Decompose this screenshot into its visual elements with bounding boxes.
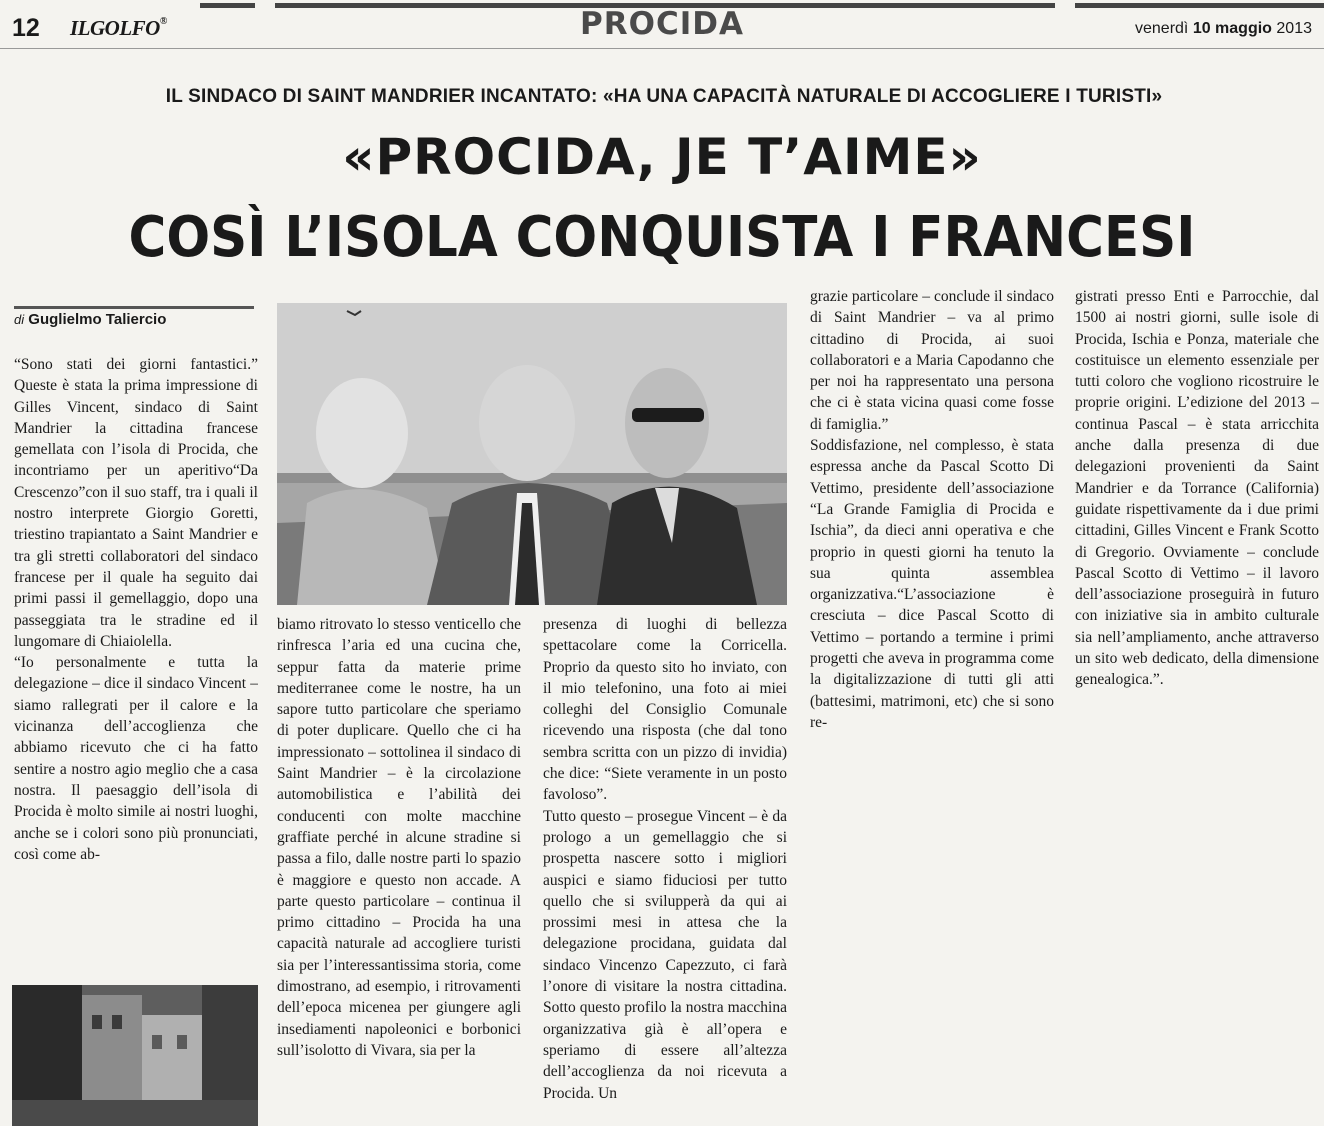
article-column-4: [810, 286, 1054, 826]
masthead-text: ILGOLFO: [70, 16, 160, 40]
paragraph: Tutto questo – prosegue Vincent – è da prologo a un gemellaggio che si prospetta nascere sotto i migliori auspici e siamo fiduciosi per tutto quello che si svilupperà da qui ai prossimi mesi in attesa che la delegazione procidana, guidata dal sindaco Vincenzo Capezzuto, ci farà l’onore di visitare la nostra cittadina. Sotto questo profilo la nostra macchina organizzativa già è all’opera e speriamo di essere all’altezza dell’accoglienza da noi ricevuta a Procida. Un: [543, 807, 787, 1102]
date-day-month: 10 maggio: [1192, 20, 1272, 37]
header-rule-right: [1075, 3, 1324, 8]
paragraph: gistrati presso Enti e Parrocchie, dal 1500 ai nostri giorni, sulle isole di Procida, Ischia e Ponza, materiale che costituisce un elemento essenziale per tutti coloro che vogliono ricostruire le proprie origini. L’edizione del 2013 – continua Pascal – è stata arricchita anche dalla presenza di due delegazioni provenienti da Saint Mandrier e da Torrance (California) guidate rispettivamente da i due primi cittadini, Gilles Vincent e Frank Scotto di Gregorio. Ovviamente – conclude Pascal Scotto di Vettimo – il lavoro dell’associazione proseguirà in futuro con iniziative sia in ambito culturale sia nell’ampliamento, anche attraverso un sito web dedicato, della dimensione genealogica.”.: [1075, 288, 1319, 689]
headline-line-1: «PROCIDA, JE T’AIME»: [342, 128, 982, 186]
paragraph: presenza di luoghi di bellezza spettacolare come la Corricella. Proprio da questo sito ho inviato, con il mio telefonino, una foto ai miei colleghi del Consiglio Comunale ricevendo una risposta (che dal tono sembra scritta con un pizzo di invidia) che dice: “Siete veramente in un posto favoloso”.: [543, 616, 787, 804]
header-rule-left: [200, 3, 255, 8]
paragraph: “Io personalmente e tutta la delegazione – dice il sindaco Vincent – siamo rallegrati per il calore e la vicinanza dell’accoglienza che abbiamo ricevuto che ci ha fatto sentire a nostro agio meglio che a casa nostra. Il paesaggio dell’isola di Procida è molto simile ai nostri luoghi, anche se i colori sono più pronunciati, così come ab-: [14, 654, 258, 863]
article-photo-street: [12, 985, 258, 1126]
registered-mark-icon: ®: [159, 16, 167, 27]
article-photo-three-men: [277, 303, 787, 605]
paragraph: grazie particolare – conclude il sindaco di Saint Mandrier – va al primo cittadino di Procida, ai suoi collaboratori e a Maria Capodanno che per noi ha rappresentato una persona che ci è stata vicina quasi come fosse di famiglia.”: [810, 288, 1054, 433]
byline-prefix: di: [14, 312, 25, 327]
article-column-1: [14, 354, 258, 954]
street-photo-illustration: [12, 985, 258, 1126]
section-title: PROCIDA: [580, 6, 744, 42]
paragraph: “Sono stati dei giorni fantastici.” Queste è stata la prima impressione di Gilles Vincent, sindaco di Saint Mandrier la cittadina francese gemellata con l’isola di Procida, che incontriamo per un aperitivo“Da Crescenzo”con il suo staff, tra i quali il nostro interprete Giorgio Goretti, triestino trapiantato a Saint Mandrier e tra gli stretti collaboratori del sindaco francese per il quale ha seguito dai primi passi il gemellaggio, dopo una passeggiata tra le stradine ed il lungomare di Chiaiolella.: [14, 356, 258, 650]
article-column-5: [1075, 286, 1319, 826]
byline: [14, 306, 254, 328]
dateline: [1135, 20, 1312, 38]
date-year: 2013: [1271, 20, 1312, 37]
article-kicker: IL SINDACO DI SAINT MANDRIER INCANTATO: «HA UNA CAPACITÀ NATURALE DI ACCOGLIERE I TURISTI»: [165, 86, 1163, 107]
article-column-3: [543, 614, 787, 1126]
photo-illustration: [277, 303, 787, 605]
page-number: 12: [12, 14, 40, 42]
paragraph: Soddisfazione, nel complesso, è stata espressa anche da Pascal Scotto Di Vettimo, presidente dell’associazione “La Grande Famiglia di Procida e Ischia”, da dieci anni operativa e che proprio in questi giorni ha tenuto la sua quinta assemblea organizzativa.“L’associazione è cresciuta – dice Pascal Scotto di Vettimo – portando a termine i primi progetti che aveva in programma come la digitalizzazione di tutti gli atti (battesimi, matrimoni, etc) che si sono re-: [810, 437, 1054, 731]
paragraph: biamo ritrovato lo stesso venticello che rinfresca l’aria ed una cucina che, seppur fatta da materie prime mediterranee come le nostre, ha un sapore tutto particolare che speriamo di poter duplicare. Quello che ci ha impressionato – sottolinea il sindaco di Saint Mandrier – è la circolazione automobilistica e l’abilità dei conducenti con molte macchine graffiate perché in alcune stradine si passa a filo, dalle nostre parti lo spazio è maggiore e questo non accade. A parte questo particolare – continua il primo cittadino – Procida ha una capacità naturale ad accogliere turisti sia per l’interessantissima storia, come dimostrano, ad esempio, i ritrovamenti dell’epoca micenea per giungere agli insediamenti napoleonici e borbonici sull’isolotto di Vivara, sia per la: [277, 616, 521, 1059]
date-weekday: venerdì: [1135, 20, 1193, 37]
header-divider: [0, 48, 1324, 49]
headline-line-2: COSÌ L’ISOLA CONQUISTA I FRANCESI: [128, 205, 1196, 270]
article-column-2: [277, 614, 521, 1126]
byline-author: Guglielmo Taliercio: [28, 311, 167, 328]
newspaper-masthead: [70, 16, 167, 41]
